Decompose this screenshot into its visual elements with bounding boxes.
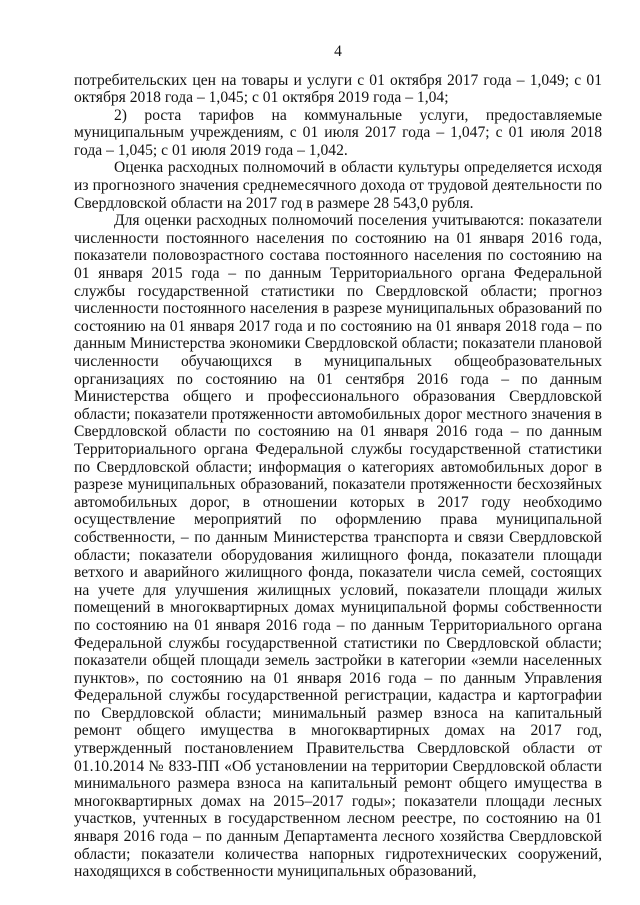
paragraph-indicators-list: Для оценки расходных полномочий поселения учитываются: показатели численности постоянного населения по состоянию на 01 января 2016 года, показатели половозрастного состава постоянного населения по состоянию на 01 января 2015 года – по данным Территориального органа Федеральной службы государственной статистики по Свердловской области; прогноз численности постоянного населения в разрезе муниципальных образований по состоянию на 01 января 2017 года и по состоянию на 01 января 2018 года – по данным Министерства экономики Свердловской области; показатели плановой численности обучающихся в муниципальных общеобразовательных организациях по состоянию на 01 сентября 2016 года – по данным Министерства общего и профессионального образования Свердловской области; показатели протяженности автомобильных дорог местного значения в Свердловской области по состоянию на 01 января 2016 года – по данным Территориального органа Федеральной службы государственной статистики по Свердловской области; информация о категориях автомобильных дорог в разрезе муниципальных образований, показатели протяженности бесхозяйных автомобильных дорог, в отношении которых в 2017 году необходимо осуществление мероприятий по оформлению права муниципальной собственности, – по данным Министерства транспорта и связи Свердловской области; показатели оборудования жилищного фонда, показатели площади ветхого и аварийного жилищного фонда, показатели числа семей, состоящих на учете для улучшения жилищных условий, показатели площади жилых помещений в многоквартирных домах муниципальной формы собственности по состоянию на 01 января 2016 года – по данным Территориального органа Федеральной службы государственной статистики по Свердловской области; показатели общей площади земель застройки в категории «земли населенных пунктов», по состоянию на 01 января 2016 года – по данным Управления Федеральной службы государственной регистрации, кадастра и картографии по Свердловской области; минимальный размер взноса на капитальный ремонт общего имущества в многоквартирных домах на 2017 год, утвержденный постановлением Правительства Свердловской области от 01.10.2014 № 833-ПП «Об установлении на территории Свердловской области минимального размера взноса на капитальный ремонт общего имущества в многоквартирных домах на 2015–2017 годы»; показатели площади лесных участков, учтенных в государственном лесном реестре, по состоянию на 01 января 2016 года – по данным Департамента лесного хозяйства Свердловской области; показатели количества напорных гидротехнических сооружений, находящихся в собственности муниципальных образований, <box>74 212 602 881</box>
paragraph-culture-assessment: Оценка расходных полномочий в области культуры определяется исходя из прогнозного значения среднемесячного дохода от трудовой деятельности по Свердловской области на 2017 год в размере 28 543,0 рубля. <box>74 159 602 212</box>
paragraph-utility-tariffs: 2) роста тарифов на коммунальные услуги, предоставляемые муниципальным учреждениям, с 01 июля 2017 года – 1,047; с 01 июля 2018 года – 1,045; с 01 июля 2019 года – 1,042. <box>74 106 602 159</box>
page-number: 4 <box>334 43 342 60</box>
paragraph-cpi-continuation: потребительских цен на товары и услуги с 01 октября 2017 года – 1,049; с 01 октября 2018 года – 1,045; с 01 октября 2019 года – 1,04; <box>74 71 602 107</box>
